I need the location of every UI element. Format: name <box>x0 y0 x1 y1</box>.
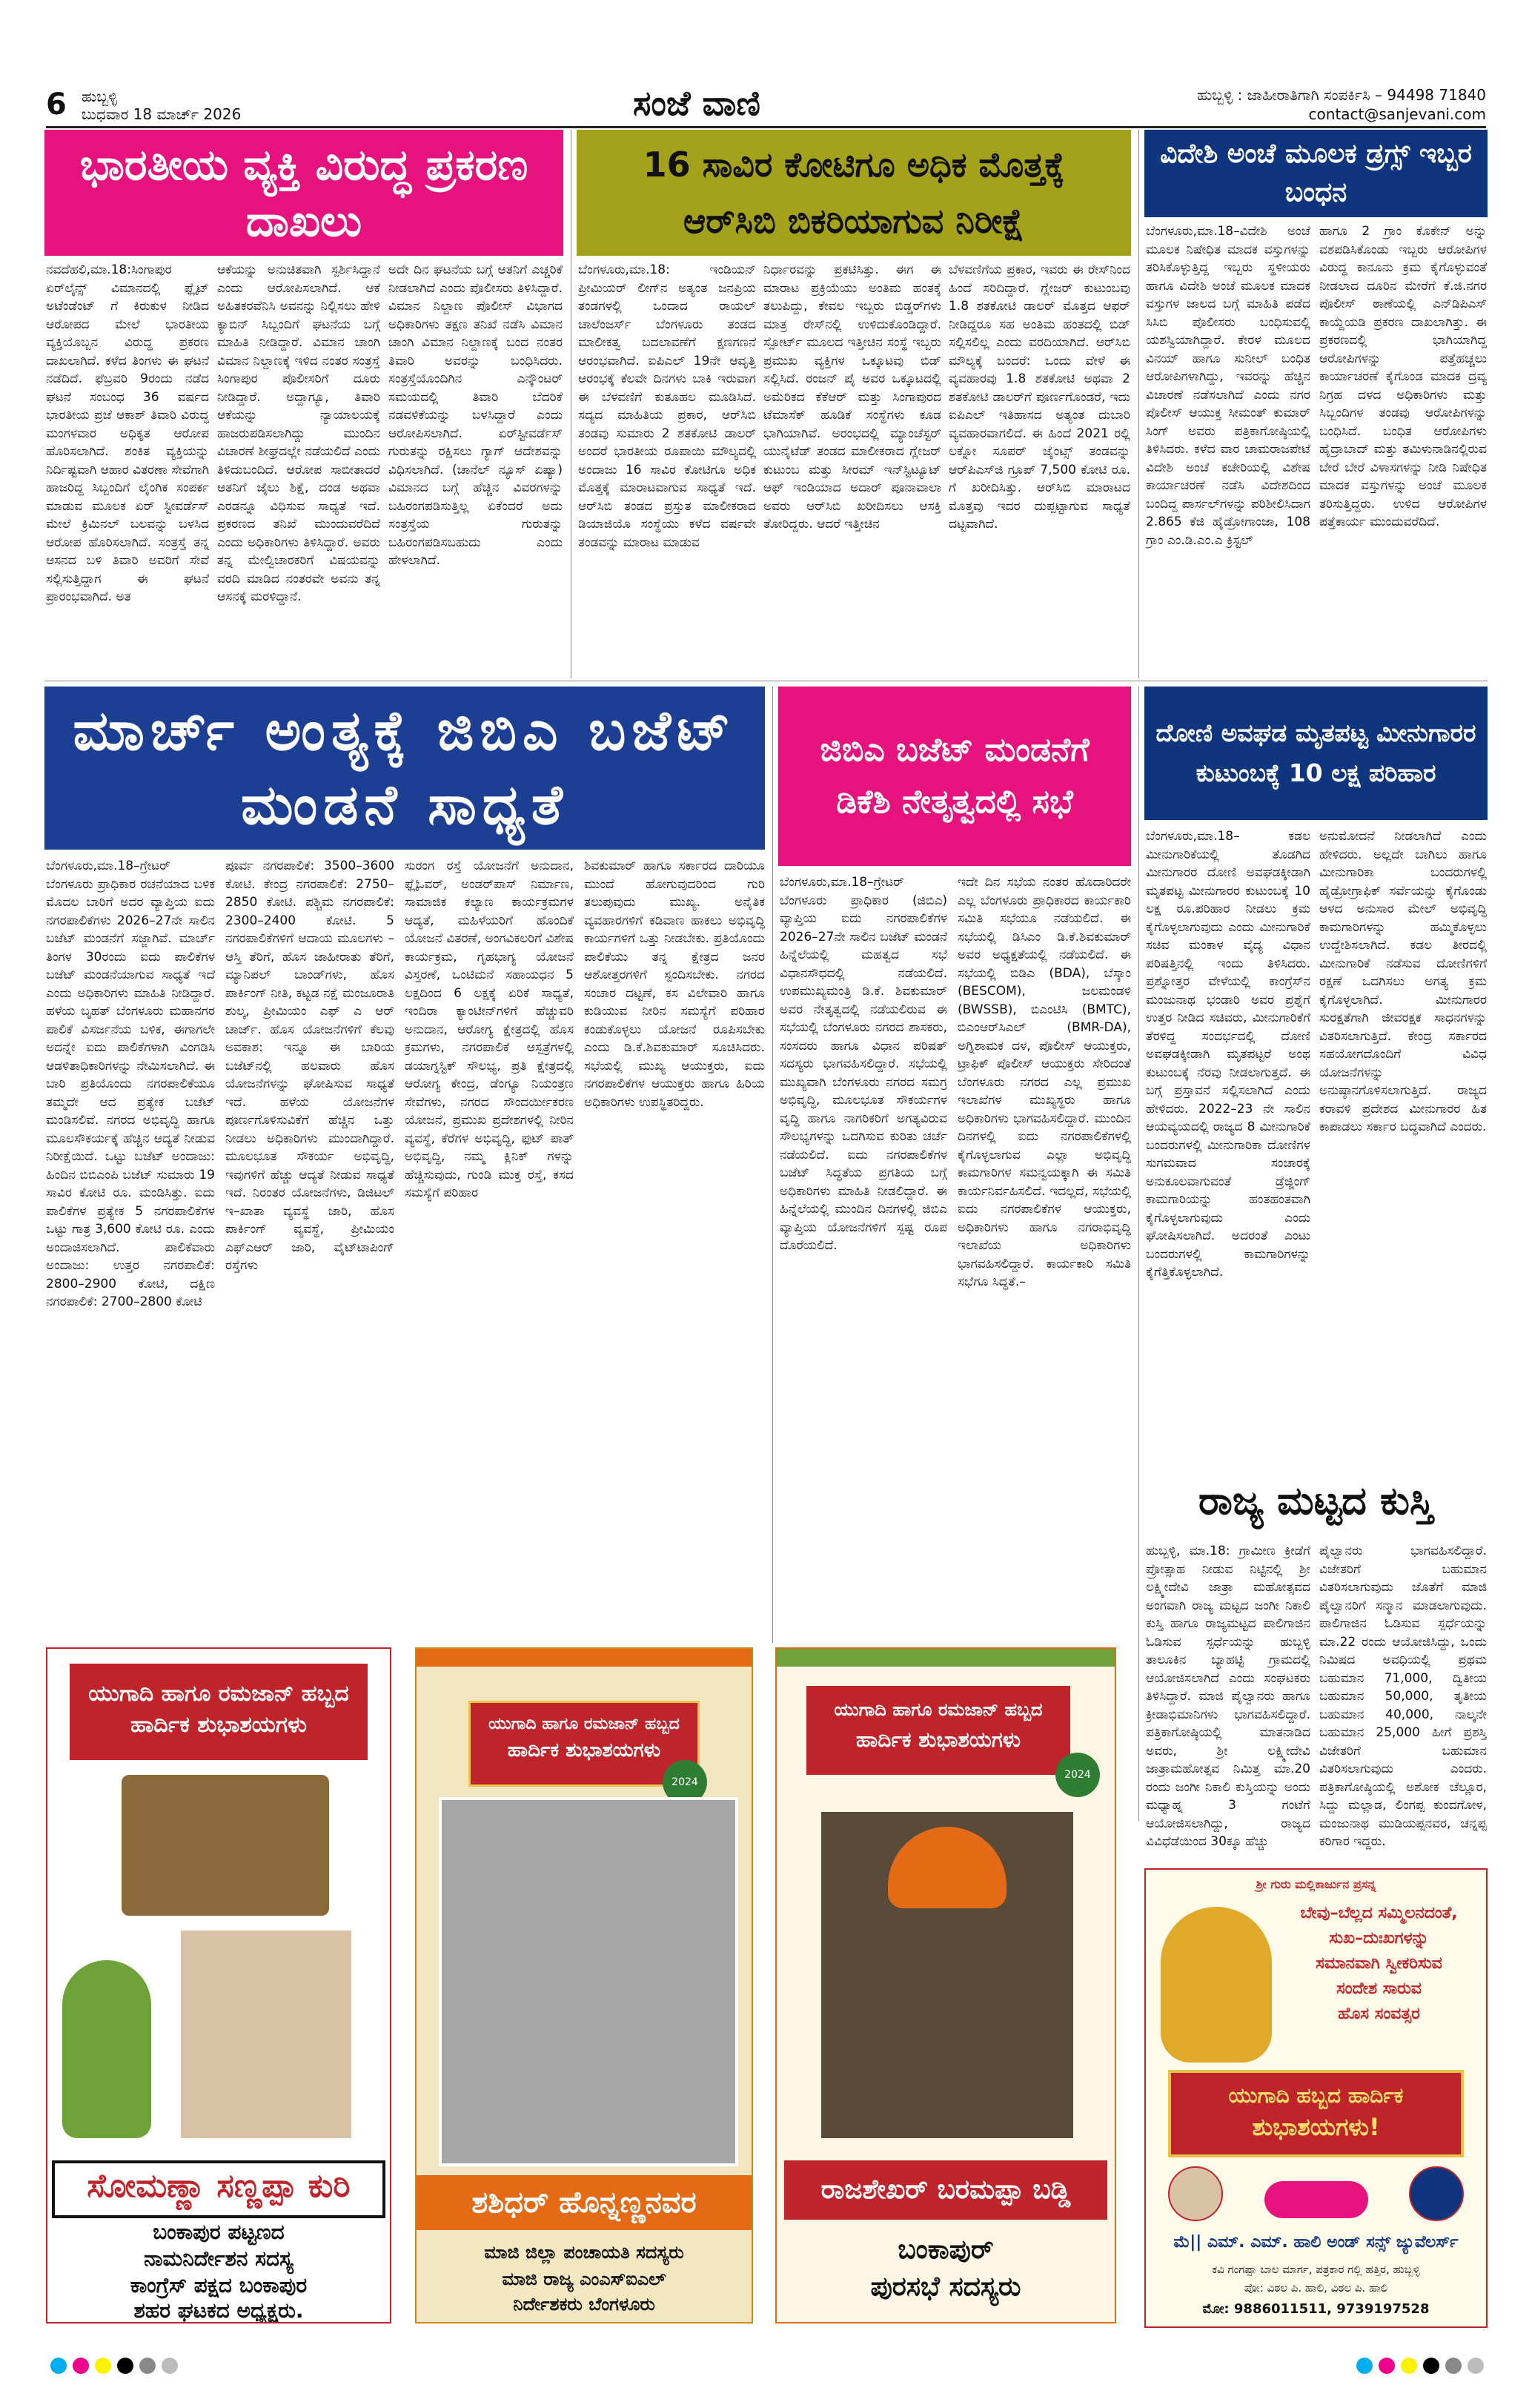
ad4-verse5: ಹೊಸ ಸಂವತ್ಸರ <box>1338 2005 1420 2023</box>
ad3-garland <box>777 1649 1115 1667</box>
story3-col1: ಬೆಂಗಳೂರು,ಮಾ.18–ವಿದೇಶಿ ಅಂಚೆ ಮೂಲಕ ನಿಷೇಧಿತ ಮಾದಕ ವಸ್ತುಗಳನ್ನು ತರಿಸಿಕೊಳ್ಳುತ್ತಿದ್ದ ಇಬ್ಬರು ಸ್ಥಳೀಯರು ಹಾಗೂ ವಿದೇಶಿ ಅಂಚೆ ಮೂಲಕ ಮಾದಕ ವಸ್ತುಗಳ ಜಾಲದ ಬಗ್ಗೆ ಮಾಹಿತಿ ಪಡೆದ ಸಿಸಿಬಿ ಪೊಲೀಸರು ಬಂಧಿಸುವಲ್ಲಿ ಯಶಸ್ವಿಯಾಗಿದ್ದಾರೆ. ಕೇರಳ ಮೂಲದ ವಿನಯ್ ಹಾಗೂ ಸುನೀಲ್ ಬಂಧಿತ ಆರೋಪಿಗಳಾಗಿದ್ದು, ಇವರನ್ನು ಹೆಚ್ಚಿನ ವಿಚಾರಣೆ ನಡೆಸಲಾಗಿದೆ ಎಂದು ನಗರ ಪೊಲೀಸ್ ಆಯುಕ್ತ ಸೀಮಂತ್ ಕುಮಾರ್ ಸಿಂಗ್ ಅವರು ಪತ್ರಿಕಾಗೋಷ್ಠಿಯಲ್ಲಿ ತಿಳಿಸಿದರು. ಕಳೆದ ವಾರ ಚಾಮರಾಜಪೇಟೆ ವಿದೇಶಿ ಅಂಚೆ ಕಚೇರಿಯಲ್ಲಿ ವಿಶೇಷ ಕಾರ್ಯಾಚರಣೆ ನಡೆಸಿ ವಿದೇಶದಿಂದ ಬಂದಿದ್ದ ಪಾರ್ಸಲ್‌ಗಳನ್ನು ಪರಿಶೀಲಿಸಿದಾಗ 2.865 ಕೆಜಿ ಹೈಡ್ರೋಗಾಂಜಾ, 108 ಗ್ರಾಂ ಎಂ.ಡಿ.ಎಂ.ಎ ಕ್ರಿಸ್ಟಲ್ <box>1146 224 1310 548</box>
ad4-shop: ಮೆ|| ಎಮ್. ಎಮ್. ಹಾಲಿ ಅಂಡ್ ಸನ್ಸ್ ಜ್ಯುವೆಲರ್ಸ್ <box>1173 2233 1459 2252</box>
story5-lead: ಶಿವಕುಮಾರ್ ಹಾಗೂ ಸರ್ಕಾರದ ದಾರಿಯೂ ಮುಂದೆ ಹೋಗುವುದರಿಂದ ಗುರಿ ತಲುಪುವುದು ಮುಖ್ಯ. ಅನೈತಿಕ ವ್ಯವಹಾರಗಳಿಗೆ ಕಡಿವಾಣ ಹಾಕಲು ಅಭಿವೃದ್ಧಿ ಕಾರ್ಯಗಳಿಗೆ ಒತ್ತು ನೀಡಬೇಕು. ಪ್ರತಿಯೊಂದು ಪಾಲಿಕೆಯು ತನ್ನ ಕ್ಷೇತ್ರದ ಜನರ ಆಶೋತ್ತರಗಳಿಗೆ ಸ್ಪಂದಿಸಬೇಕು. ನಗರದ ಸಂಚಾರ ದಟ್ಟಣೆ, ಕಸ ವಿಲೇವಾರಿ ಹಾಗೂ ಕುಡಿಯುವ ನೀರಿನ ಸಮಸ್ಯೆಗೆ ಪರಿಹಾರ ಕಂಡುಕೊಳ್ಳಲು ಯೋಜನೆ ರೂಪಿಸಬೇಕು ಎಂದು ಡಿ.ಕೆ.ಶಿವಕುಮಾರ್ ಸೂಚಿಸಿದರು. ಸಭೆಯಲ್ಲಿ ಮುಖ್ಯ ಆಯುಕ್ತರು, ಐದು ನಗರಪಾಲಿಕೆಗಳ ಆಯುಕ್ತರು ಹಾಗೂ ಹಿರಿಯ ಅಧಿಕಾರಿಗಳು ಉಪಸ್ಥಿತರಿದ್ದರು. <box>584 859 765 1110</box>
ad4-kalasha-icon <box>1161 1907 1272 2063</box>
ad3-greeting1: ಯುಗಾದಿ ಹಾಗೂ ರಮಜಾನ್ ಹಬ್ಬದ <box>834 1699 1043 1720</box>
ad3-turban-shape <box>888 1827 1007 1908</box>
page-number: 6 <box>46 87 67 122</box>
story1-col2: ಆಕೆಯನ್ನು ಅನುಚಿತವಾಗಿ ಸ್ಪರ್ಶಿಸಿದ್ದಾನೆ ಎಂದು ಆರೋಪಿಸಲಾಗಿದೆ. ಆಕೆ ಅಹಿತಕರವೆನಿಸಿ ಅವನನ್ನು ನಿಲ್ಲಿಸಲು ಹೇಳಿ ಕ್ಯಾಬಿನ್ ಸಿಬ್ಬಂದಿಗೆ ಘಟನೆಯ ಬಗ್ಗೆ ಮಾಹಿತಿ ನೀಡಿದ್ದಾರೆ. ವಿಮಾನ ಚಾಂಗಿ ವಿಮಾನ ನಿಲ್ದಾಣಕ್ಕೆ ಇಳಿದ ನಂತರ ಸಂತ್ರಸ್ತೆ ಸಿಂಗಾಪುರ ಪೊಲೀಸರಿಗೆ ದೂರು ನೀಡಿದ್ದಾರೆ. ಅದ್ದಾಗ್ಯೂ, ತಿವಾರಿ ಆಕೆಯನ್ನು ನ್ಯಾಯಾಲಯಕ್ಕೆ ಹಾಜರುಪಡಿಸಲಾಗಿದ್ದು ಮುಂದಿನ ವಿಚಾರಣೆ ಶೀಘ್ರದಲ್ಲೇ ನಡೆಯಲಿದೆ ಎಂದು ತಿಳಿದುಬಂದಿದೆ. ಆರೋಪ ಸಾಬೀತಾದರೆ ಆತನಿಗೆ ಜೈಲು ಶಿಕ್ಷೆ, ದಂಡ ಅಥವಾ ಎರಡನ್ನೂ ವಿಧಿಸುವ ಸಾಧ್ಯತೆ ಇದೆ. ಪ್ರಕರಣದ ತನಿಖೆ ಮುಂದುವರೆದಿದೆ ಎಂದು ಅಧಿಕಾರಿಗಳು ತಿಳಿಸಿದ್ದಾರೆ. ಅವರು ತನ್ನ ಮೇಲ್ವಿಚಾರಕರಿಗೆ ವಿಷಯವನ್ನು ವರದಿ ಮಾಡಿದ ನಂತರವೇ ಅವನು ತನ್ನ ಆಸನಕ್ಕೆ ಮರಳಿದ್ದಾನೆ. <box>217 262 380 604</box>
ad2-garland <box>417 1649 752 1667</box>
story6-col1: ಬೆಂಗಳೂರು,ಮಾ.18– ಕಡಲ ಮೀನುಗಾರಿಕೆಯಲ್ಲಿ ತೊಡಗಿದ ಮೀನುಗಾರರ ದೋಣಿ ಅವಘಡಕ್ಕೀಡಾಗಿ ಮೃತಪಟ್ಟ ಮೀನುಗಾರರ ಕುಟುಂಬಕ್ಕೆ 10 ಲಕ್ಷ ರೂ.ಪರಿಹಾರ ನೀಡಲು ಕ್ರಮ ಕೈಗೊಳ್ಳಲಾಗುವುದು ಎಂದು ಮೀನುಗಾರಿಕೆ ಸಚಿವ ಮಂಕಾಳ ವೈದ್ಯ ವಿಧಾನ ಪರಿಷತ್ತಿನಲ್ಲಿ ಇಂದು ತಿಳಿಸಿದರು. ಪ್ರಶ್ನೋತ್ತರ ವೇಳೆಯಲ್ಲಿ ಕಾಂಗ್ರೆಸ್‌ನ ಮಂಜುನಾಥ ಭಂಡಾರಿ ಅವರ ಪ್ರಶ್ನೆಗೆ ಉತ್ತರ ನೀಡಿದ ಸಚಿವರು, ಮೀನುಗಾರಿಕೆಗೆ ತೆರಳಿದ್ದ ಸಂದರ್ಭದಲ್ಲಿ ದೋಣಿ ಅವಘಡಕ್ಕೀಡಾಗಿ ಮೃತಪಟ್ಟರೆ ಅಂಥ ಕುಟುಂಬಕ್ಕೆ ನೆರವು ನೀಡಲಾಗುತ್ತದೆ. ಈ ಬಗ್ಗೆ ಪ್ರಸ್ತಾವನೆ ಸಲ್ಲಿಸಲಾಗಿದೆ ಎಂದು ಹೇಳಿದರು. 2022–23 ನೇ ಸಾಲಿನ ಆಯವ್ಯಯದಲ್ಲಿ ರಾಜ್ಯದ 8 ಮೀನುಗಾರಿಕೆ ಬಂದರುಗಳಲ್ಲಿ ಮೀನುಗಾರಿಕಾ ದೋಣಿಗಳ ಸುಗಮವಾದ ಸಂಚಾರಕ್ಕೆ ಅನುಕೂಲವಾಗುವಂತೆ ಡ್ರೆಜ್ಜಿಂಗ್ ಕಾಮಗಾರಿಯನ್ನು ಹಂತಹಂತವಾಗಿ ಕೈಗೊಳ್ಳಲಾಗುವುದು ಎಂದು ಘೋಷಿಸಲಾಗಿದೆ. ಅದರಂತೆ ಎಂಟು ಬಂದರುಗಳಲ್ಲಿ ಕಾಮಗಾರಿಗಳನ್ನು ಕೈಗೆತ್ತಿಕೊಳ್ಳಲಾಗಿದೆ. <box>1146 829 1310 1280</box>
masthead-city: ಹುಬ್ಬಳ್ಳಿ <box>82 87 118 105</box>
story1-headline: ಭಾರತೀಯ ವ್ಯಕ್ತಿ ವಿರುದ್ಧ ಪ್ರಕರಣ ದಾಖಲು <box>44 130 563 256</box>
ad4-verse1: ಬೇವು–ಬೆಲ್ಲದ ಸಮ್ಮಿಲನದಂತೆ, <box>1300 1904 1458 1922</box>
ad4-flowers <box>1264 2181 1368 2218</box>
ad3-name: ರಾಜಶೇಖರ್ ಬರಮಪ್ಪಾ ಬಡ್ಡಿ <box>784 2160 1107 2220</box>
ad2-line1: ಮಾಜಿ ಜಿಲ್ಲಾ ಪಂಚಾಯತಿ ಸದಸ್ಯರು <box>484 2242 684 2263</box>
ad4-phone: ಮೋ: 9886011511, 9739197528 <box>1202 2301 1430 2317</box>
story4-col1: ಬೆಂಗಳೂರು,ಮಾ.18–ಗ್ರೇಟರ್ ಬೆಂಗಳೂರು ಪ್ರಾಧಿಕಾರ ರಚನೆಯಾದ ಬಳಿಕ ಮೊದಲ ಬಾರಿಗೆ ಅದರ ವ್ಯಾಪ್ತಿಯ ಐದು ನಗರಪಾಲಿಕೆಗಳು 2026–27ನೇ ಸಾಲಿನ ಬಜೆಟ್ ಮಂಡನೆಗೆ ಸಜ್ಜಾಗಿವೆ. ಮಾರ್ಚ್ ತಿಂಗಳ 30ರಂದು ಐದು ಪಾಲಿಕೆಗಳ ಬಜೆಟ್ ಮಂಡನೆಯಾಗುವ ಸಾಧ್ಯತೆ ಇದೆ ಎಂದು ಅಧಿಕಾರಿಗಳು ಮಾಹಿತಿ ನೀಡಿದ್ದಾರೆ. ಹಳೆಯ ಬೃಹತ್ ಬೆಂಗಳೂರು ಮಹಾನಗರ ಪಾಲಿಕೆ ವಿಸರ್ಜನೆಯ ಬಳಿಕ, ಈಗಾಗಲೇ ಅದನ್ನೇ ಐದು ಪಾಲಿಕೆಗಳಾಗಿ ವಿಂಗಡಿಸಿ ಆಡಳಿತಾಧಿಕಾರಿಗಳನ್ನು ನೇಮಿಸಲಾಗಿದೆ. ಈ ಬಾರಿ ಪ್ರತಿಯೊಂದು ನಗರಪಾಲಿಕೆಯೂ ತಮ್ಮದೇ ಆದ ಪ್ರತ್ಯೇಕ ಬಜೆಟ್ ಮಂಡಿಸಲಿವೆ. ನಗರದ ಅಭಿವೃದ್ಧಿ ಹಾಗೂ ಮೂಲಸೌಕರ್ಯಕ್ಕೆ ಹೆಚ್ಚಿನ ಆದ್ಯತೆ ನೀಡುವ ನಿರೀಕ್ಷೆಯಿದೆ. ಒಟ್ಟು ಬಜೆಟ್ ಅಂದಾಜು: ಹಿಂದಿನ ಬಿಬಿಎಂಪಿ ಬಜೆಟ್ ಸುಮಾರು 19 ಸಾವಿರ ಕೋಟಿ ರೂ. ಮಂಡಿಸಿತ್ತು. ಐದು ಪಾಲಿಕೆಗಳ ಪ್ರತ್ಯೇಕ 5 ನಗರಪಾಲಿಕೆಗಳ ಒಟ್ಟು ಗಾತ್ರ 3,600 ಕೋಟಿ ರೂ. ಎಂದು ಅಂದಾಜಿಸಲಾಗಿದೆ. ಪಾಲಿಕೆವಾರು ಅಂದಾಜು: ಉತ್ತರ ನಗರಪಾಲಿಕೆ: 2800–2900 ಕೋಟಿ, ದಕ್ಷಿಣ ನಗರಪಾಲಿಕೆ: 2700–2800 ಕೋಟಿ <box>46 859 215 1309</box>
ad4-banner2: ಶುಭಾಶಯಗಳು! <box>1252 2113 1380 2141</box>
contact-email: contact@sanjevani.com <box>1308 105 1486 123</box>
divider <box>1138 130 1139 678</box>
story5-col1: ಬೆಂಗಳೂರು,ಮಾ.18–ಗ್ರೇಟರ್ ಬೆಂಗಳೂರು ಪ್ರಾಧಿಕಾರ (ಜಿಬಿಎ) ವ್ಯಾಪ್ತಿಯ ಐದು ನಗರಪಾಲಿಕೆಗಳ 2026–27ನೇ ಸಾಲಿನ ಬಜೆಟ್ ಮಂಡನೆ ಹಿನ್ನೆಲೆಯಲ್ಲಿ ಮಹತ್ವದ ಸಭೆ ವಿಧಾನಸೌಧದಲ್ಲಿ ನಡೆಯಲಿದೆ. ಉಪಮುಖ್ಯಮಂತ್ರಿ ಡಿ.ಕೆ. ಶಿವಕುಮಾರ್ ಅವರ ನೇತೃತ್ವದಲ್ಲಿ ನಡೆಯಲಿರುವ ಈ ಸಭೆಯಲ್ಲಿ ಬೆಂಗಳೂರು ನಗರದ ಶಾಸಕರು, ಸಂಸದರು ಹಾಗೂ ವಿಧಾನ ಪರಿಷತ್ ಸದಸ್ಯರು ಭಾಗವಹಿಸಲಿದ್ದಾರೆ. ಸಭೆಯಲ್ಲಿ ಮುಖ್ಯವಾಗಿ ಬೆಂಗಳೂರು ನಗರದ ಸಮಗ್ರ ಅಭಿವೃದ್ಧಿ, ಮೂಲಭೂತ ಸೌಕರ್ಯಗಳ ವೃದ್ಧಿ ಹಾಗೂ ನಾಗರಿಕರಿಗೆ ಅಗತ್ಯವಿರುವ ಸೌಲಭ್ಯಗಳನ್ನು ಒದಗಿಸುವ ಕುರಿತು ಚರ್ಚೆ ನಡೆಯಲಿದೆ. ಐದು ನಗರಪಾಲಿಕೆಗಳ ಬಜೆಟ್ ಸಿದ್ಧತೆಯ ಪ್ರಗತಿಯ ಬಗ್ಗೆ ಅಧಿಕಾರಿಗಳು ಮಾಹಿತಿ ನೀಡಲಿದ್ದಾರೆ. ಈ ಹಿನ್ನೆಲೆಯಲ್ಲಿ ಮುಂದಿನ ದಿನಗಳಲ್ಲಿ ಜಿಬಿಎ ವ್ಯಾಪ್ತಿಯ ಯೋಜನೆಗಳಿಗೆ ಸ್ಪಷ್ಟ ರೂಪ ದೊರೆಯಲಿದೆ. <box>780 875 947 1253</box>
ad4-logo-left <box>1168 2166 1223 2221</box>
story7-headline: ರಾಜ್ಯ ಮಟ್ಟದ ಕುಸ್ತಿ <box>1198 1478 1433 1524</box>
story2-headline: 16 ಸಾವಿರ ಕೋಟಿಗೂ ಅಧಿಕ ಮೊತ್ತಕ್ಕೆ ಆರ್‌ಸಿಬಿ ಬಿಕರಿಯಾಗುವ ನಿರೀಕ್ಷೆ <box>577 130 1131 256</box>
ad4-verse3: ಸಮಾನವಾಗಿ ಸ್ವೀಕರಿಸುವ <box>1316 1954 1442 1973</box>
divider <box>1138 687 1139 1821</box>
story4-col2: ಪೂರ್ವ ನಗರಪಾಲಿಕೆ: 3500–3600 ಕೋಟಿ. ಕೇಂದ್ರ ನಗರಪಾಲಿಕೆ: 2750–2850 ಕೋಟಿ. ಪಶ್ಚಿಮ ನಗರಪಾಲಿಕೆ: 2300–2400 ಕೋಟಿ. 5 ನಗರಪಾಲಿಕೆಗಳಿಗೆ ಆದಾಯ ಮೂಲಗಳು – ಆಸ್ತಿ ತೆರಿಗೆ, ಹೊಸ ಜಾಹೀರಾತು ತೆರಿಗೆ, ಮ್ಯಾನಿಪಲ್ ಬಾಂಡ್‌ಗಳು, ಹೊಸ ಪಾರ್ಕಿಂಗ್ ನೀತಿ, ಕಟ್ಟಡ ನಕ್ಷೆ ಮಂಜೂರಾತಿ ಶುಲ್ಕ, ಪ್ರೀಮಿಯಂ ಎಫ್ ಎ ಆರ್ ಚಾರ್ಜ್. ಹೊಸ ಯೋಜನೆಗಳಿಗೆ ಕೆಲವು ಅವಕಾಶ: ಇನ್ನೂ ಈ ಬಾರಿಯ ಬಜೆಟ್‌ನಲ್ಲಿ ಹಲವಾರು ಹೊಸ ಯೋಜನೆಗಳನ್ನು ಘೋಷಿಸುವ ಸಾಧ್ಯತೆ ಇದೆ. ಹಳೆಯ ಯೋಜನೆಗಳ ಪೂರ್ಣಗೊಳಿಸುವಿಕೆಗೆ ಹೆಚ್ಚಿನ ಒತ್ತು ನೀಡಲು ಅಧಿಕಾರಿಗಳು ಮುಂದಾಗಿದ್ದಾರೆ. ಮೂಲಭೂತ ಸೌಕರ್ಯ ಅಭಿವೃದ್ಧಿ, ಇವುಗಳಿಗೆ ಹೆಚ್ಚು ಆದ್ಯತೆ ನೀಡುವ ಸಾಧ್ಯತೆ ಇದೆ. ನಿರಂತರ ಯೋಜನೆಗಳು, ಡಿಜಿಟಲ್ ಇ–ಖಾತಾ ವ್ಯವಸ್ಥೆ ಜಾರಿ, ಹೊಸ ಪಾರ್ಕಿಂಗ್ ವ್ಯವಸ್ಥೆ, ಪ್ರೀಮಿಯಂ ಎಫ್‌ಎಆರ್ ಜಾರಿ, ವೈಟ್‌ಟಾಪಿಂಗ್ ರಸ್ತೆಗಳು <box>225 859 394 1273</box>
contact-line: ಹುಬ್ಬಳ್ಳಿ : ಜಾಹೀರಾತಿಗಾಗಿ ಸಂಪರ್ಕಿಸಿ – 94498 71840 <box>1196 86 1486 104</box>
ad3-portrait-photo <box>821 1812 1073 2138</box>
story1-col3: ಅದೇ ದಿನ ಘಟನೆಯ ಬಗ್ಗೆ ಆತನಿಗೆ ಎಚ್ಚರಿಕೆ ನೀಡಲಾಗಿದೆ ಎಂದು ಪೊಲೀಸರು ತಿಳಿಸಿದ್ದಾರೆ. ವಿಮಾನ ನಿಲ್ದಾಣ ಪೊಲೀಸ್ ವಿಭಾಗದ ಅಧಿಕಾರಿಗಳು ತಕ್ಷಣ ತನಿಖೆ ನಡೆಸಿ ವಿಮಾನ ಚಾಂಗಿ ವಿಮಾನ ನಿಲ್ದಾಣಕ್ಕೆ ಬಂದ ನಂತರ ತಿವಾರಿ ಅವರನ್ನು ಬಂಧಿಸಿದರು. ಸಂತ್ರಸ್ತೆಯೊಂದಿಗಿನ ಎನ್ಕೌಂಟರ್ ಸಮಯದಲ್ಲಿ ತಿವಾರಿ ಬೆದರಿಕೆ ನಡವಳಿಕೆಯನ್ನು ಬಳಸಿದ್ದಾರೆ ಎಂದು ಆರೋಪಿಸಲಾಗಿದೆ. ಏರ್‌ಸ್ಟೀವರ್ಡೆಸ್ ಗುರುತನ್ನು ರಕ್ಷಿಸಲು ಗ್ಯಾಗ್ ಆದೇಶವನ್ನು ವಿಧಿಸಲಾಗಿದೆ. (ಚಾನೆಲ್ ನ್ಯೂಸ್ ಏಷ್ಯಾ) ವಿಮಾನದ ಬಗ್ಗೆ ಹೆಚ್ಚಿನ ವಿವರಗಳನ್ನು ಬಹಿರಂಗಪಡಿಸುತ್ತಿಲ್ಲ ಏಕೆಂದರೆ ಅದು ಸಂತ್ರಸ್ತೆಯ ಗುರುತನ್ನು ಬಹಿರಂಗಪಡಿಸಬಹುದು ಎಂದು ಹೇಳಲಾಗಿದೆ. <box>388 262 563 568</box>
ad2-portrait-photo <box>439 1797 738 2166</box>
ad3-badge: 2024 <box>1055 1753 1100 1797</box>
ad2-name: ಶಶಿಧರ್ ಹೊನ್ನಣ್ಣನವರ <box>417 2175 752 2230</box>
story2-col3: ಬೆಳವಣಿಗೆಯ ಪ್ರಕಾರ, ಇವರು ಈ ರೇಸ್‌ನಿಂದ ಹಿಂದೆ ಸರಿದಿದ್ದಾರೆ. ಗ್ಲೇಜರ್ ಕುಟುಂಬವು 1.8 ಶತಕೋಟಿ ಡಾಲರ್ ಮೊತ್ತದ ಆಫರ್ ನೀಡಿದ್ದರೂ ಸಹ ಅಂತಿಮ ಹಂತದಲ್ಲಿ ಬಿಡ್ ಸಲ್ಲಿಸಲಿಲ್ಲ ಎಂದು ವರದಿಯಾಗಿದೆ. ಆರ್‌ಸಿಬಿ ಮೌಲ್ಯಕ್ಕೆ ಬಂದರೆ: ಒಂದು ವೇಳೆ ಈ ವ್ಯವಹಾರವು 1.8 ಶತಕೋಟಿ ಅಥವಾ 2 ಶತಕೋಟಿ ಡಾಲರ್‌ಗೆ ಪೂರ್ಣಗೊಂಡರೆ, ಇದು ಐಪಿಎಲ್ ಇತಿಹಾಸದ ಅತ್ಯಂತ ದುಬಾರಿ ವ್ಯವಹಾರವಾಗಲಿದೆ. ಈ ಹಿಂದೆ 2021 ರಲ್ಲಿ ಲಕ್ನೋ ಸೂಪರ್ ಜೈಂಟ್ಸ್ ತಂಡವನ್ನು ಆರ್‌ಪಿಎಸ್‌ಜಿ ಗ್ರೂಪ್ 7,500 ಕೋಟಿ ರೂ. ಗೆ ಖರೀದಿಸಿತ್ತು. ಆರ್‌ಸಿಬಿ ಮಾರಾಟದ ಮೊತ್ತವು ಇದರ ದುಪ್ಪಟ್ಟಾಗುವ ಸಾಧ್ಯತೆ ದಟ್ಟವಾಗಿದೆ. <box>949 262 1130 532</box>
ad3-line1: ಬಂಕಾಪುರ್ <box>898 2235 994 2265</box>
ad1-line4: ಶಹರ ಘಟಕದ ಅಧ್ಯಕ್ಷರು. <box>133 2298 304 2323</box>
story3-col2: ಹಾಗೂ 2 ಗ್ರಾಂ ಕೊಕೇನ್ ಅನ್ನು ವಶಪಡಿಸಿಕೊಂಡು ಇಬ್ಬರು ಆರೋಪಿಗಳ ವಿರುದ್ಧ ಕಾನೂನು ಕ್ರಮ ಕೈಗೊಳ್ಳುವಂತೆ ನೀಡಲಾದ ದೂರಿನ ಮೇರೆಗೆ ಕೆ.ಜಿ.ನಗರ ಪೊಲೀಸ್ ಠಾಣೆಯಲ್ಲಿ ಎನ್‌ಡಿಪಿಎಸ್ ಕಾಯ್ದೆಯಡಿ ಪ್ರಕರಣ ದಾಖಲಾಗಿತ್ತು. ಈ ಪ್ರಕರಣದಲ್ಲಿ ಭಾಗಿಯಾಗಿದ್ದ ಆರೋಪಿಗಳನ್ನು ಪತ್ತೆಹಚ್ಚಲು ಕಾರ್ಯಾಚರಣೆ ಕೈಗೊಂಡ ಮಾದಕ ದ್ರವ್ಯ ನಿಗ್ರಹ ದಳದ ಅಧಿಕಾರಿಗಳು ಮತ್ತು ಸಿಬ್ಬಂದಿಗಳ ತಂಡವು ಆರೋಪಿಗಳನ್ನು ಬಂಧಿಸಿದೆ. ಬಂಧಿತ ಆರೋಪಿಗಳು ಹೈದ್ರಾಬಾದ್ ಮತ್ತು ತಮಿಳುನಾಡಿನಲ್ಲಿರುವ ಬೇರೆ ಬೇರೆ ವಿಳಾಸಗಳನ್ನು ನೀಡಿ ನಿಷೇಧಿತ ಮಾದಕ ವಸ್ತುಗಳನ್ನು ಅಂಚೆ ಮೂಲಕ ತರಿಸುತ್ತಿದ್ದರು. ಉಳಿದ ಆರೋಪಿಗಳ ಪತ್ತೆಕಾರ್ಯ ಮುಂದುವರೆದಿದೆ. <box>1319 224 1487 529</box>
ad4-address1: ಕವಿ ಗಂಗಪ್ಪಾ ಬಾಲ ಮಾರ್ಗ, ಪತ್ರಕಾರ ಗಲ್ಲಿ ಹತ್ತಿರ, ಹುಬ್ಬಳ್ಳಿ <box>1212 2263 1420 2276</box>
ad4-banner <box>1168 2070 1464 2157</box>
story6-col2: ಅನುಮೋದನೆ ನೀಡಲಾಗಿದೆ ಎಂದು ಹೇಳಿದರು. ಅಲ್ಲದೇ ಬಾಗಿಲು ಹಾಗೂ ಮೀನುಗಾರಿಕಾ ಬಂದರುಗಳಲ್ಲಿ ಹೈಡ್ರೋಗ್ರಾಫಿಕ್ ಸರ್ವೆಯನ್ನು ಕೈಗೊಂಡು ಆಳದ ಅನುಸಾರ ಮೇಲ್ ಅಭಿವೃದ್ಧಿ ಕಾಮಗಾರಿಗಳನ್ನು ಹಮ್ಮಿಕೊಳ್ಳಲು ಉದ್ದೇಶಿಸಲಾಗಿದೆ. ಕಡಲ ತೀರದಲ್ಲಿ ಮೀನುಗಾರಿಕೆ ನಡೆಸುವ ದೋಣಿಗಳಿಗೆ ರಕ್ಷಣೆ ಒದಗಿಸಲು ಅಗತ್ಯ ಕ್ರಮ ಕೈಗೊಳ್ಳಲಾಗಿದೆ. ಮೀನುಗಾರರ ಸುರಕ್ಷತೆಗಾಗಿ ಜೀವರಕ್ಷಕ ಸಾಧನಗಳನ್ನು ವಿತರಿಸಲಾಗುತ್ತಿದೆ. ಕೇಂದ್ರ ಸರ್ಕಾರದ ಸಹಯೋಗದೊಂದಿಗೆ ವಿವಿಧ ಯೋಜನೆಗಳನ್ನು ಅನುಷ್ಠಾನಗೊಳಿಸಲಾಗುತ್ತಿದೆ. ರಾಜ್ಯದ ಕರಾವಳಿ ಪ್ರದೇಶದ ಮೀನುಗಾರರ ಹಿತ ಕಾಪಾಡಲು ಸರ್ಕಾರ ಬದ್ಧವಾಗಿದೆ ಎಂದರು. <box>1319 829 1487 1134</box>
ad1-food-image <box>122 1775 329 1916</box>
ad3-greeting-box <box>806 1686 1070 1775</box>
masthead-rule <box>46 126 1486 128</box>
ad4-address2: ಪೋ: ವಿಠಲ ಪಿ. ಹಾಲಿ, ವಿಠಲ ಪಿ. ಹಾಲಿ <box>1244 2281 1388 2295</box>
ad-somanna <box>46 1647 391 2323</box>
ad1-line3: ಕಾಂಗ್ರೆಸ್ ಪಕ್ಷದ ಬಂಕಾಪುರ <box>130 2273 308 2298</box>
ad1-portrait-photo <box>181 1931 351 2138</box>
ad2-greeting2: ಹಾರ್ದಿಕ ಶುಭಾಶಯಗಳು <box>507 1739 661 1762</box>
ad1-line2: ನಾಮನಿರ್ದೇಶನ ಸದಸ್ಯ <box>144 2246 294 2271</box>
ad4-banner1: ಯುಗಾದಿ ಹಬ್ಬದ ಹಾರ್ದಿಕ <box>1228 2083 1404 2108</box>
ad3-line2: ಪುರಸಭೆ ಸದಸ್ಯರು <box>870 2272 1021 2302</box>
story4-col3: ಸುರಂಗ ರಸ್ತೆ ಯೋಜನೆಗೆ ಅನುದಾನ, ಫ್ಲೈಓವರ್, ಅಂಡರ್‌ಪಾಸ್ ನಿರ್ಮಾಣ, ಸಾಮಾಜಿಕ ಕಲ್ಯಾಣ ಕಾರ್ಯಕ್ರಮಗಳ ಆದ್ಯತೆ, ಮಹಿಳೆಯರಿಗೆ ಹೊಂದಿಕೆ ಯೋಜನೆ ವಿತರಣೆ, ಅಂಗವಿಕಲರಿಗೆ ವಿಶೇಷ ಕಾರ್ಯಕ್ರಮ, ಗೃಹಭಾಗ್ಯ ಯೋಜನೆ ವಿಸ್ತರಣೆ, ಒಂಟಿಮನೆ ಸಹಾಯಧನ 5 ಲಕ್ಷದಿಂದ 6 ಲಕ್ಷಕ್ಕೆ ಏರಿಕೆ ಸಾಧ್ಯತೆ, ಇಂದಿರಾ ಕ್ಯಾಂಟೀನ್‌ಗಳಿಗೆ ಹೆಚ್ಚುವರಿ ಅನುದಾನ, ಆರೋಗ್ಯ ಕ್ಷೇತ್ರದಲ್ಲಿ ಹೊಸ ಕ್ರಮಗಳು, ನಗರಪಾಲಿಕೆ ಆಸ್ಪತ್ರೆಗಳಲ್ಲಿ ಡಯಾಗ್ನಸ್ಟಿಕ್ ಸೌಲಭ್ಯ, ಪ್ರತಿ ಕ್ಷೇತ್ರದಲ್ಲಿ ಆರೋಗ್ಯ ಕೇಂದ್ರ, ಡೆಂಗ್ಯೂ ನಿಯಂತ್ರಣ ಸೇವೆಗಳು, ನಗರದ ಸೌಂದರ್ಯೀಕರಣ ಯೋಜನೆ, ಪ್ರಮುಖ ಪ್ರದೇಶಗಳಲ್ಲಿ ನೀರಿನ ವ್ಯವಸ್ಥೆ, ಕೆರೆಗಳ ಅಭಿವೃದ್ಧಿ, ಫುಟ್ ಪಾತ್ ಅಭಿವೃದ್ಧಿ, ನಮ್ಮ ಕ್ಲಿನಿಕ್ ಗಳನ್ನು ಹೆಚ್ಚಿಸುವುದು, ಗುಂಡಿ ಮುಕ್ತ ರಸ್ತೆ, ಕಸದ ಸಮಸ್ಯೆಗೆ ಪರಿಹಾರ <box>405 859 574 1200</box>
ad-jewellers <box>1144 1868 1488 2328</box>
story5-headline: ಜಿಬಿಎ ಬಜೆಟ್ ಮಂಡನೆಗೆ ಡಿಕೆಶಿ ನೇತೃತ್ವದಲ್ಲಿ ಸಭೆ <box>778 687 1131 866</box>
logo-text: ಸಂಜೆ ವಾಣಿ <box>633 83 760 123</box>
story2-col1: ಬೆಂಗಳೂರು,ಮಾ.18: ಇಂಡಿಯನ್ ಪ್ರೀಮಿಯರ್ ಲೀಗ್‌ನ ಅತ್ಯಂತ ಜನಪ್ರಿಯ ತಂಡಗಳಲ್ಲಿ ಒಂದಾದ ರಾಯಲ್ ಚಾಲೆಂಜರ್ಸ್ ಬೆಂಗಳೂರು ತಂಡದ ಮಾಲೀಕತ್ವ ಬದಲಾವಣೆಗೆ ಕ್ಷಣಗಣನೆ ಆರಂಭವಾಗಿದೆ. ಐಪಿಎಲ್ 19ನೇ ಆವೃತ್ತಿ ಆರಂಭಕ್ಕೆ ಕೆಲವೇ ದಿನಗಳು ಬಾಕಿ ಇರುವಾಗ ಈ ಬೆಳವಣಿಗೆ ಕುತೂಹಲ ಮೂಡಿಸಿದೆ. ಸದ್ಯದ ಮಾಹಿತಿಯ ಪ್ರಕಾರ, ಆರ್‌ಸಿಬಿ ತಂಡವು ಸುಮಾರು 2 ಶತಕೋಟಿ ಡಾಲರ್ ಅಂದರೆ ಭಾರತೀಯ ರೂಪಾಯಿ ಮೌಲ್ಯದಲ್ಲಿ ಅಂದಾಜು 16 ಸಾವಿರ ಕೋಟಿಗೂ ಅಧಿಕ ಮೊತ್ತಕ್ಕೆ ಮಾರಾಟವಾಗುವ ಸಾಧ್ಯತೆ ಇದೆ. ಆರ್‌ಸಿಬಿ ತಂಡದ ಪ್ರಸ್ತುತ ಮಾಲೀಕರಾದ ಡಿಯಾಜಿಯೊ ಸಂಸ್ಥೆಯು ಕಳೆದ ವರ್ಷವೇ ತಂಡವನ್ನು ಮಾರಾಟ ಮಾಡುವ <box>578 262 756 550</box>
ad1-name: ಸೋಮಣ್ಣಾ ಸಣ್ಣಪ್ಪಾ ಕುರಿ <box>52 2160 385 2218</box>
ad4-top: ಶ್ರೀ ಗುರು ಮಲ್ಲಿಕಾರ್ಜುನ ಪ್ರಸನ್ನ <box>1256 1877 1376 1891</box>
story1-col1: ನವದೆಹಲಿ,ಮಾ.18:ಸಿಂಗಾಪುರ ಏರ್‌ಲೈನ್ಸ್ ವಿಮಾನದಲ್ಲಿ ಫ್ಲೈಟ್ ಅಟೆಂಡೆಂಟ್ ಗೆ ಕಿರುಕುಳ ನೀಡಿದ ಆರೋಪದ ಮೇಲೆ ಭಾರತೀಯ ವ್ಯಕ್ತಿಯೊಬ್ಬನ ವಿರುದ್ಧ ಪ್ರಕರಣ ದಾಖಲಾಗಿದೆ. ಕಳೆದ ತಿಂಗಳು ಈ ಘಟನೆ ನಡೆದಿದೆ. ಫೆಬ್ರವರಿ 9ರಂದು ನಡೆದ ಘಟನೆ ಸಂಬಂಧ 36 ವರ್ಷದ ಭಾರತೀಯ ಪ್ರಜೆ ಆಕಾಶ್ ತಿವಾರಿ ವಿರುದ್ಧ ಮಂಗಳವಾರ ಅಧಿಕೃತ ಆರೋಪ ಹೊರಿಸಲಾಗಿದೆ. ಶಂಕಿತ ವ್ಯಕ್ತಿಯನ್ನು ನಿರ್ದಿಷ್ಟವಾಗಿ ಆಹಾರ ವಿತರಣಾ ಸೇವೆಗಾಗಿ ಹಾಜರಿದ್ದ ಸಿಬ್ಬಂದಿಗೆ ಲೈಂಗಿಕ ಸಂಪರ್ಕ ಮಾಡುವ ಮೂಲಕ ಏರ್ ಸ್ಟೀವರ್ಡೆಸ್ ಮೇಲೆ ಕ್ರಿಮಿನಲ್ ಬಲವನ್ನು ಬಳಸಿದ ಆರೋಪ ಹೊರಿಸಲಾಗಿದೆ. ಸಂತ್ರಸ್ತೆ ತನ್ನ ಆಸನದ ಬಳಿ ತಿವಾರಿ ಅವರಿಗೆ ಸೇವೆ ಸಲ್ಲಿಸುತ್ತಿದ್ದಾಗ ಈ ಘಟನೆ ಪ್ರಾರಂಭವಾಗಿದೆ. ಅತ <box>46 262 209 604</box>
story4-headline: ಮಾರ್ಚ್ ಅಂತ್ಯಕ್ಕೆ ಜಿಬಿಎ ಬಜೆಟ್ ಮಂಡನೆ ಸಾಧ್ಯತೆ <box>44 687 765 850</box>
story6-headline: ದೋಣಿ ಅವಘಡ ಮೃತಪಟ್ಟ ಮೀನುಗಾರರ ಕುಟುಂಬಕ್ಕೆ 10 ಲಕ್ಷ ಪರಿಹಾರ <box>1144 687 1488 820</box>
ad2-line3: ನಿರ್ದೇಶಕರು ಬೆಂಗಳೂರು <box>513 2294 655 2315</box>
story7-col2: ಪೈಲ್ವಾನರು ಭಾಗವಹಿಸಲಿದ್ದಾರೆ. ವಿಜೇತರಿಗೆ ಬಹುಮಾನ ವಿತರಿಸಲಾಗುವುದು ಜೊತೆಗೆ ಮಾಜಿ ಪೈಲ್ವಾನರಿಗೆ ಸನ್ಮಾನ ಮಾಡಲಾಗುವುದು. ಪಾಲಿಗಾಜಿನ ಓಡಿಸುವ ಸ್ಪರ್ಧೆಯನ್ನು ಮಾ.22 ರಂದು ಆಯೋಜಿಸಿದ್ದು, ಒಂದು ನಿಮಿಷದ ಅವಧಿಯಲ್ಲಿ ಪ್ರಥಮ ಬಹುಮಾನ 71,000, ದ್ವಿತೀಯ ಬಹುಮಾನ 50,000, ತೃತೀಯ ಬಹುಮಾನ 40,000, ನಾಲ್ಕನೇ ಬಹುಮಾನ 25,000 ಹೀಗೆ ಪ್ರಶಸ್ತಿ ವಿಜೇತರಿಗೆ ಬಹುಮಾನ ವಿತರಿಸಲಾಗುವುದು ಎಂದರು. ಪತ್ರಿಕಾಗೋಷ್ಠಿಯಲ್ಲಿ ಅಶೋಕ ಚೆಲ್ಲೂರ, ಸಿದ್ದು ಮಲ್ಲಾಡ, ಲಿಂಗಪ್ಪ ಕುಂದಗೋಳ, ಮಂಜುನಾಥ ಮುಡಿಯಪ್ಪನವರ, ಚನ್ನಪ್ಪ ಕರಿಗಾರ ಇದ್ದರು. <box>1319 1544 1487 1849</box>
divider <box>772 687 773 1643</box>
ad2-line2: ಮಾಜಿ ರಾಜ್ಯ ಎಂಎಸ್‌ಐಎಲ್ <box>502 2269 666 2289</box>
ad3-greeting2: ಹಾರ್ದಿಕ ಶುಭಾಶಯಗಳು <box>855 1727 1021 1752</box>
ad2-greeting1: ಯುಗಾದಿ ಹಾಗೂ ರಮಜಾನ್ ಹಬ್ಬದ <box>488 1715 680 1733</box>
masthead-date: ಬುಧವಾರ 18 ಮಾರ್ಚ್ 2026 <box>82 105 242 123</box>
story3-headline: ವಿದೇಶಿ ಅಂಚೆ ಮೂಲಕ ಡ್ರಗ್ಸ್ ಇಬ್ಬರ ಬಂಧನ <box>1144 130 1488 217</box>
ad-rajashekhar <box>775 1647 1116 2323</box>
story7-col1: ಹುಬ್ಬಳ್ಳಿ, ಮಾ.18: ಗ್ರಾಮೀಣ ಕ್ರೀಡೆಗೆ ಪ್ರೋತ್ಸಾಹ ನೀಡುವ ನಿಟ್ಟಿನಲ್ಲಿ ಶ್ರೀ ಲಕ್ಷ್ಮೀದೇವಿ ಜಾತ್ರಾ ಮಹೋತ್ಸವದ ಅಂಗವಾಗಿ ರಾಜ್ಯ ಮಟ್ಟದ ಜಂಗೀ ನಿಕಾಲಿ ಕುಸ್ತಿ ಹಾಗೂ ರಾಜ್ಯಮಟ್ಟದ ಪಾಲಿಗಾಜಿನ ಓಡಿಸುವ ಸ್ಪರ್ಧೆಯನ್ನು ಹುಬ್ಬಳ್ಳಿ ತಾಲೂಕಿನ ಬ್ಯಾಹಟ್ಟಿ ಗ್ರಾಮದಲ್ಲಿ ಆಯೋಜಿಸಲಾಗಿದೆ ಎಂದು ಸಂಘಟಕರು ತಿಳಿಸಿದ್ದಾರೆ. ಮಾಜಿ ಪೈಲ್ವಾನರು ಹಾಗೂ ಕ್ರೀಡಾಭಿಮಾನಿಗಳು ಭಾಗವಹಿಸಲಿದ್ದಾರೆ. ಪತ್ರಿಕಾಗೋಷ್ಠಿಯಲ್ಲಿ ಮಾತನಾಡಿದ ಅವರು, ಶ್ರೀ ಲಕ್ಷ್ಮೀದೇವಿ ಜಾತ್ರಾಮಹೋತ್ಸವ ನಿಮಿತ್ತ ಮಾ.20 ರಂದು ಜಂಗೀ ನಿಕಾಲಿ ಕುಸ್ತಿಯನ್ನು ಅಂದು ಮಧ್ಯಾಹ್ನ 3 ಗಂಟೆಗೆ ಆಯೋಜಿಸಲಾಗಿದ್ದು, ರಾಜ್ಯದ ವಿವಿಧೆಡೆಯಿಂದ 30ಕ್ಕೂ ಹೆಚ್ಚು <box>1146 1544 1310 1849</box>
ad4-verse4: ಸಂದೇಶ ಸಾರುವ <box>1336 1979 1422 1998</box>
ad1-mango-icon <box>62 1960 151 2138</box>
ad4-verse2: ಸುಖ–ದುಃಖಗಳನ್ನು <box>1329 1929 1429 1948</box>
newspaper-logo <box>541 83 852 128</box>
ad1-line1: ಬಂಕಾಪುರ ಪಟ್ಟಣದ <box>153 2220 285 2244</box>
ad-shashidhar <box>415 1647 753 2323</box>
ad2-badge: 2024 <box>663 1760 707 1805</box>
ad1-greeting: ಯುಗಾದಿ ಹಾಗೂ ರಮಜಾನ್ ಹಬ್ಬದ ಹಾರ್ದಿಕ ಶುಭಾಶಯಗಳು <box>70 1664 368 1760</box>
story2-col2: ನಿರ್ಧಾರವನ್ನು ಪ್ರಕಟಿಸಿತ್ತು. ಈಗ ಈ ಮಾರಾಟ ಪ್ರಕ್ರಿಯೆಯು ಅಂತಿಮ ಹಂತಕ್ಕೆ ತಲುಪಿದ್ದು, ಕೇವಲ ಇಬ್ಬರು ಬಿಡ್ಡರ್‌ಗಳು ಮಾತ್ರ ರೇಸ್‌ನಲ್ಲಿ ಉಳಿದುಕೊಂಡಿದ್ದಾರೆ. ಸ್ಪೋರ್ಟ್ ಮೂಲದ ಇತ್ತೀಚಿನ ಸಂಸ್ಥೆ ಇಬ್ಬರು ಪ್ರಮುಖ ವ್ಯಕ್ತಿಗಳ ಒಕ್ಕೂಟವು ಬಿಡ್ ಸಲ್ಲಿಸಿದೆ. ರಂಜನ್ ಪೈ ಅವರ ಒಕ್ಕೂಟದಲ್ಲಿ ಅಮೆರಿಕದ ಕೆಕೆಆರ್ ಮತ್ತು ಸಿಂಗಾಪುರದ ಟೆಮಾಸೆಕ್ ಹೂಡಿಕೆ ಸಂಸ್ಥೆಗಳು ಕೂಡ ಭಾಗಿಯಾಗಿವೆ. ಅರಂಭದಲ್ಲಿ ಮ್ಯಾಂಚೆಸ್ಟರ್ ಯುನೈಟೆಡ್ ತಂಡದ ಮಾಲೀಕರಾದ ಗ್ಲೇಜರ್ ಕುಟುಂಬ ಮತ್ತು ಸೀರಮ್ ಇನ್‌ಸ್ಟಿಟ್ಯೂಟ್ ಆಫ್ ಇಂಡಿಯಾದ ಅದಾರ್ ಪೂನಾವಾಲಾ ಅವರು ಆರ್‌ಸಿಬಿ ಖರೀದಿಸಲು ಆಸಕ್ತಿ ತೋರಿದ್ದರು. ಆದರೆ ಇತ್ತೀಚಿನ <box>763 262 941 532</box>
story5-col2: ಇದೇ ದಿನ ಸಭೆಯ ನಂತರ ಹೊದಾರಿದರೇ ಎಲ್ಲ ಬೆಂಗಳೂರು ಪ್ರಾಧಿಕಾರದ ಕಾರ್ಯಕಾರಿ ಸಮಿತಿ ಸಭೆಯೂ ನಡೆಯಲಿದೆ. ಈ ಸಭೆಯಲ್ಲಿ ಡಿಸಿಎಂ ಡಿ.ಕೆ.ಶಿವಕುಮಾರ್ ಅವರ ಅಧ್ಯಕ್ಷತೆಯಲ್ಲಿ ನಡೆಯಲಿದೆ. ಈ ಸಭೆಯಲ್ಲಿ ಬಿಡಿಎ (BDA), ಬೆಸ್ಕಾಂ (BESCOM), ಜಲಮಂಡಳಿ (BWSSB), ಬಿಎಂಟಿಸಿ (BMTC), ಬಿಎಂಆರ್‌ಸಿಎಲ್ (BMR-DA), ಅಗ್ನಿಶಾಮಕ ದಳ, ಪೊಲೀಸ್ ಆಯುಕ್ತರು, ಟ್ರಾಫಿಕ್ ಪೊಲೀಸ್ ಆಯುಕ್ತರು ಸೇರಿದಂತೆ ಬೆಂಗಳೂರು ನಗರದ ಎಲ್ಲ ಪ್ರಮುಖ ಇಲಾಖೆಗಳ ಮುಖ್ಯಸ್ಥರು ಹಾಗೂ ಅಧಿಕಾರಿಗಳು ಭಾಗವಹಿಸಲಿದ್ದಾರೆ. ಮುಂದಿನ ದಿನಗಳಲ್ಲಿ ಐದು ನಗರಪಾಲಿಕೆಗಳಲ್ಲಿ ಕೈಗೊಳ್ಳಲಾಗುವ ಎಲ್ಲಾ ಅಭಿವೃದ್ಧಿ ಕಾಮಗಾರಿಗಳ ಸಮನ್ವಯಕ್ಕಾಗಿ ಈ ಸಮಿತಿ ಕಾರ್ಯನಿರ್ವಹಿಸಲಿದೆ. ಇದಲ್ಲದೆ, ಸಭೆಯಲ್ಲಿ ಐದು ನಗರಪಾಲಿಕೆಗಳ ಆಯುಕ್ತರು, ಅಧಿಕಾರಿಗಳು ಹಾಗೂ ನಗರಾಭಿವೃದ್ಧಿ ಇಲಾಖೆಯ ಅಧಿಕಾರಿಗಳು ಭಾಗವಹಿಸಲಿದ್ದಾರೆ. ಕಾರ್ಯಕಾರಿ ಸಮಿತಿ ಸಭೆಗೂ ಸಿದ್ಧತೆ.– <box>958 875 1131 1289</box>
ad4-logo-right <box>1409 2166 1464 2221</box>
